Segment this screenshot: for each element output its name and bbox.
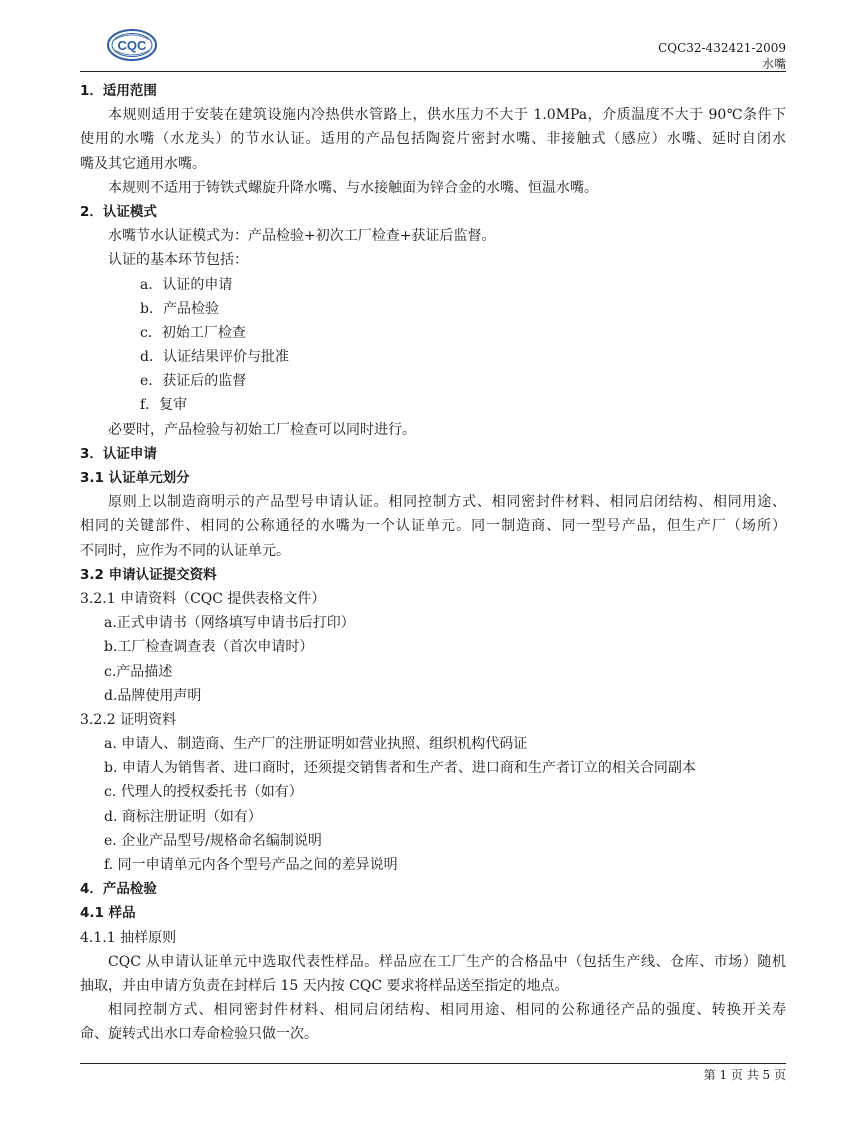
document-body bbox=[80, 79, 786, 1047]
paragraph-line: 本规则不适用于铸铁式螺旋升降水嘴、与水接触面为锌合金的水嘴、恒温水嘴。 bbox=[108, 179, 598, 196]
list-item: e．获证后的监督 bbox=[140, 373, 247, 390]
list-item: a.正式申请书（网络填写申请书后打印） bbox=[104, 615, 355, 632]
page-number: 第 1 页 共 5 页 bbox=[703, 1068, 786, 1082]
list-item: e. 企业产品型号/规格命名编制说明 bbox=[104, 832, 322, 849]
paragraph-line: 认证的基本环节包括： bbox=[108, 252, 248, 269]
section-3-2-1-heading: 3.2.1 申请资料（CQC 提供表格文件） bbox=[80, 590, 326, 607]
list-item: c.产品描述 bbox=[104, 663, 173, 680]
paragraph-line: 相同的关键部件、相同的公称通径的水嘴为一个认证单元。同一制造商、同一型号产品，但生产厂（场所） bbox=[80, 518, 786, 535]
document-code-block bbox=[658, 40, 786, 72]
section-3-1-heading: 3.1 认证单元划分 bbox=[80, 470, 190, 486]
section-4-1-heading: 4.1 样品 bbox=[80, 905, 136, 922]
paragraph-line: 水嘴节水认证模式为：产品检验+初次工厂检查+获证后监督。 bbox=[108, 228, 496, 245]
paragraph-line: 原则上以制造商明示的产品型号申请认证。相同控制方式、相同密封件材料、相同启闭结构、相同用途、 bbox=[108, 494, 786, 511]
section-4-heading: 4．产品检验 bbox=[80, 881, 157, 898]
paragraph-line: 抽取，并由申请方负责在封样后 15 天内按 CQC 要求将样品送至指定的地点。 bbox=[80, 977, 569, 994]
header-rule bbox=[80, 71, 786, 72]
list-item: f. 同一申请单元内各个型号产品之间的差异说明 bbox=[104, 857, 398, 873]
list-item: d．认证结果评价与批准 bbox=[140, 349, 289, 366]
list-item: a. 申请人、制造商、生产厂的注册证明如营业执照、组织机构代码证 bbox=[104, 736, 528, 753]
list-item: b.工厂检查调查表（首次申请时） bbox=[104, 639, 314, 656]
list-item: c．初始工厂检查 bbox=[140, 324, 246, 341]
paragraph-line: 命、旋转式出水口寿命检验只做一次。 bbox=[80, 1026, 318, 1043]
paragraph-line: 相同控制方式、相同密封件材料、相同启闭结构、相同用途、相同的公称通径产品的强度、转换开关寿 bbox=[108, 1002, 786, 1019]
paragraph-line: 必要时，产品检验与初始工厂检查可以同时进行。 bbox=[108, 421, 416, 438]
section-1-heading: 1．适用范围 bbox=[80, 83, 157, 99]
list-item: b．产品检验 bbox=[140, 300, 219, 317]
list-item: b. 申请人为销售者、进口商时，还须提交销售者和生产者、进口商和生产者订立的相关合同副本 bbox=[104, 760, 696, 777]
section-4-1-1-heading: 4.1.1 抽样原则 bbox=[80, 929, 177, 946]
list-item: a．认证的申请 bbox=[140, 276, 233, 293]
list-item: d. 商标注册证明（如有） bbox=[104, 808, 262, 825]
document-code: CQC32-432421-2009 bbox=[658, 41, 786, 55]
paragraph-line: 不同时，应作为不同的认证单元。 bbox=[80, 542, 290, 559]
list-item: f．复审 bbox=[140, 397, 188, 414]
paragraph-line: CQC 从申请认证单元中选取代表性样品。样品应在工厂生产的合格品中（包括生产线、仓库、市场）随机 bbox=[108, 953, 786, 970]
list-item: d.品牌使用声明 bbox=[104, 687, 202, 704]
product-name: 水嘴 bbox=[761, 57, 786, 71]
section-3-2-2-heading: 3.2.2 证明资料 bbox=[80, 711, 177, 728]
section-3-heading: 3．认证申请 bbox=[80, 445, 157, 462]
list-item: c. 代理人的授权委托书（如有） bbox=[104, 784, 303, 801]
section-2-heading: 2．认证模式 bbox=[80, 203, 157, 220]
paragraph-line: 嘴及其它通用水嘴。 bbox=[80, 155, 206, 172]
section-3-2-heading: 3.2 申请认证提交资料 bbox=[80, 566, 217, 583]
paragraph-line: 本规则适用于安装在建筑设施内冷热供水管路上，供水压力不大于 1.0MPa，介质温度不大于 90℃条件下 bbox=[108, 107, 786, 124]
paragraph-line: 使用的水嘴（水龙头）的节水认证。适用的产品包括陶瓷片密封水嘴、非接触式（感应）水嘴、延时自闭水 bbox=[80, 131, 786, 148]
cqc-logo bbox=[106, 28, 158, 62]
footer-rule bbox=[80, 1063, 786, 1064]
logo-text: CQC bbox=[117, 38, 147, 53]
